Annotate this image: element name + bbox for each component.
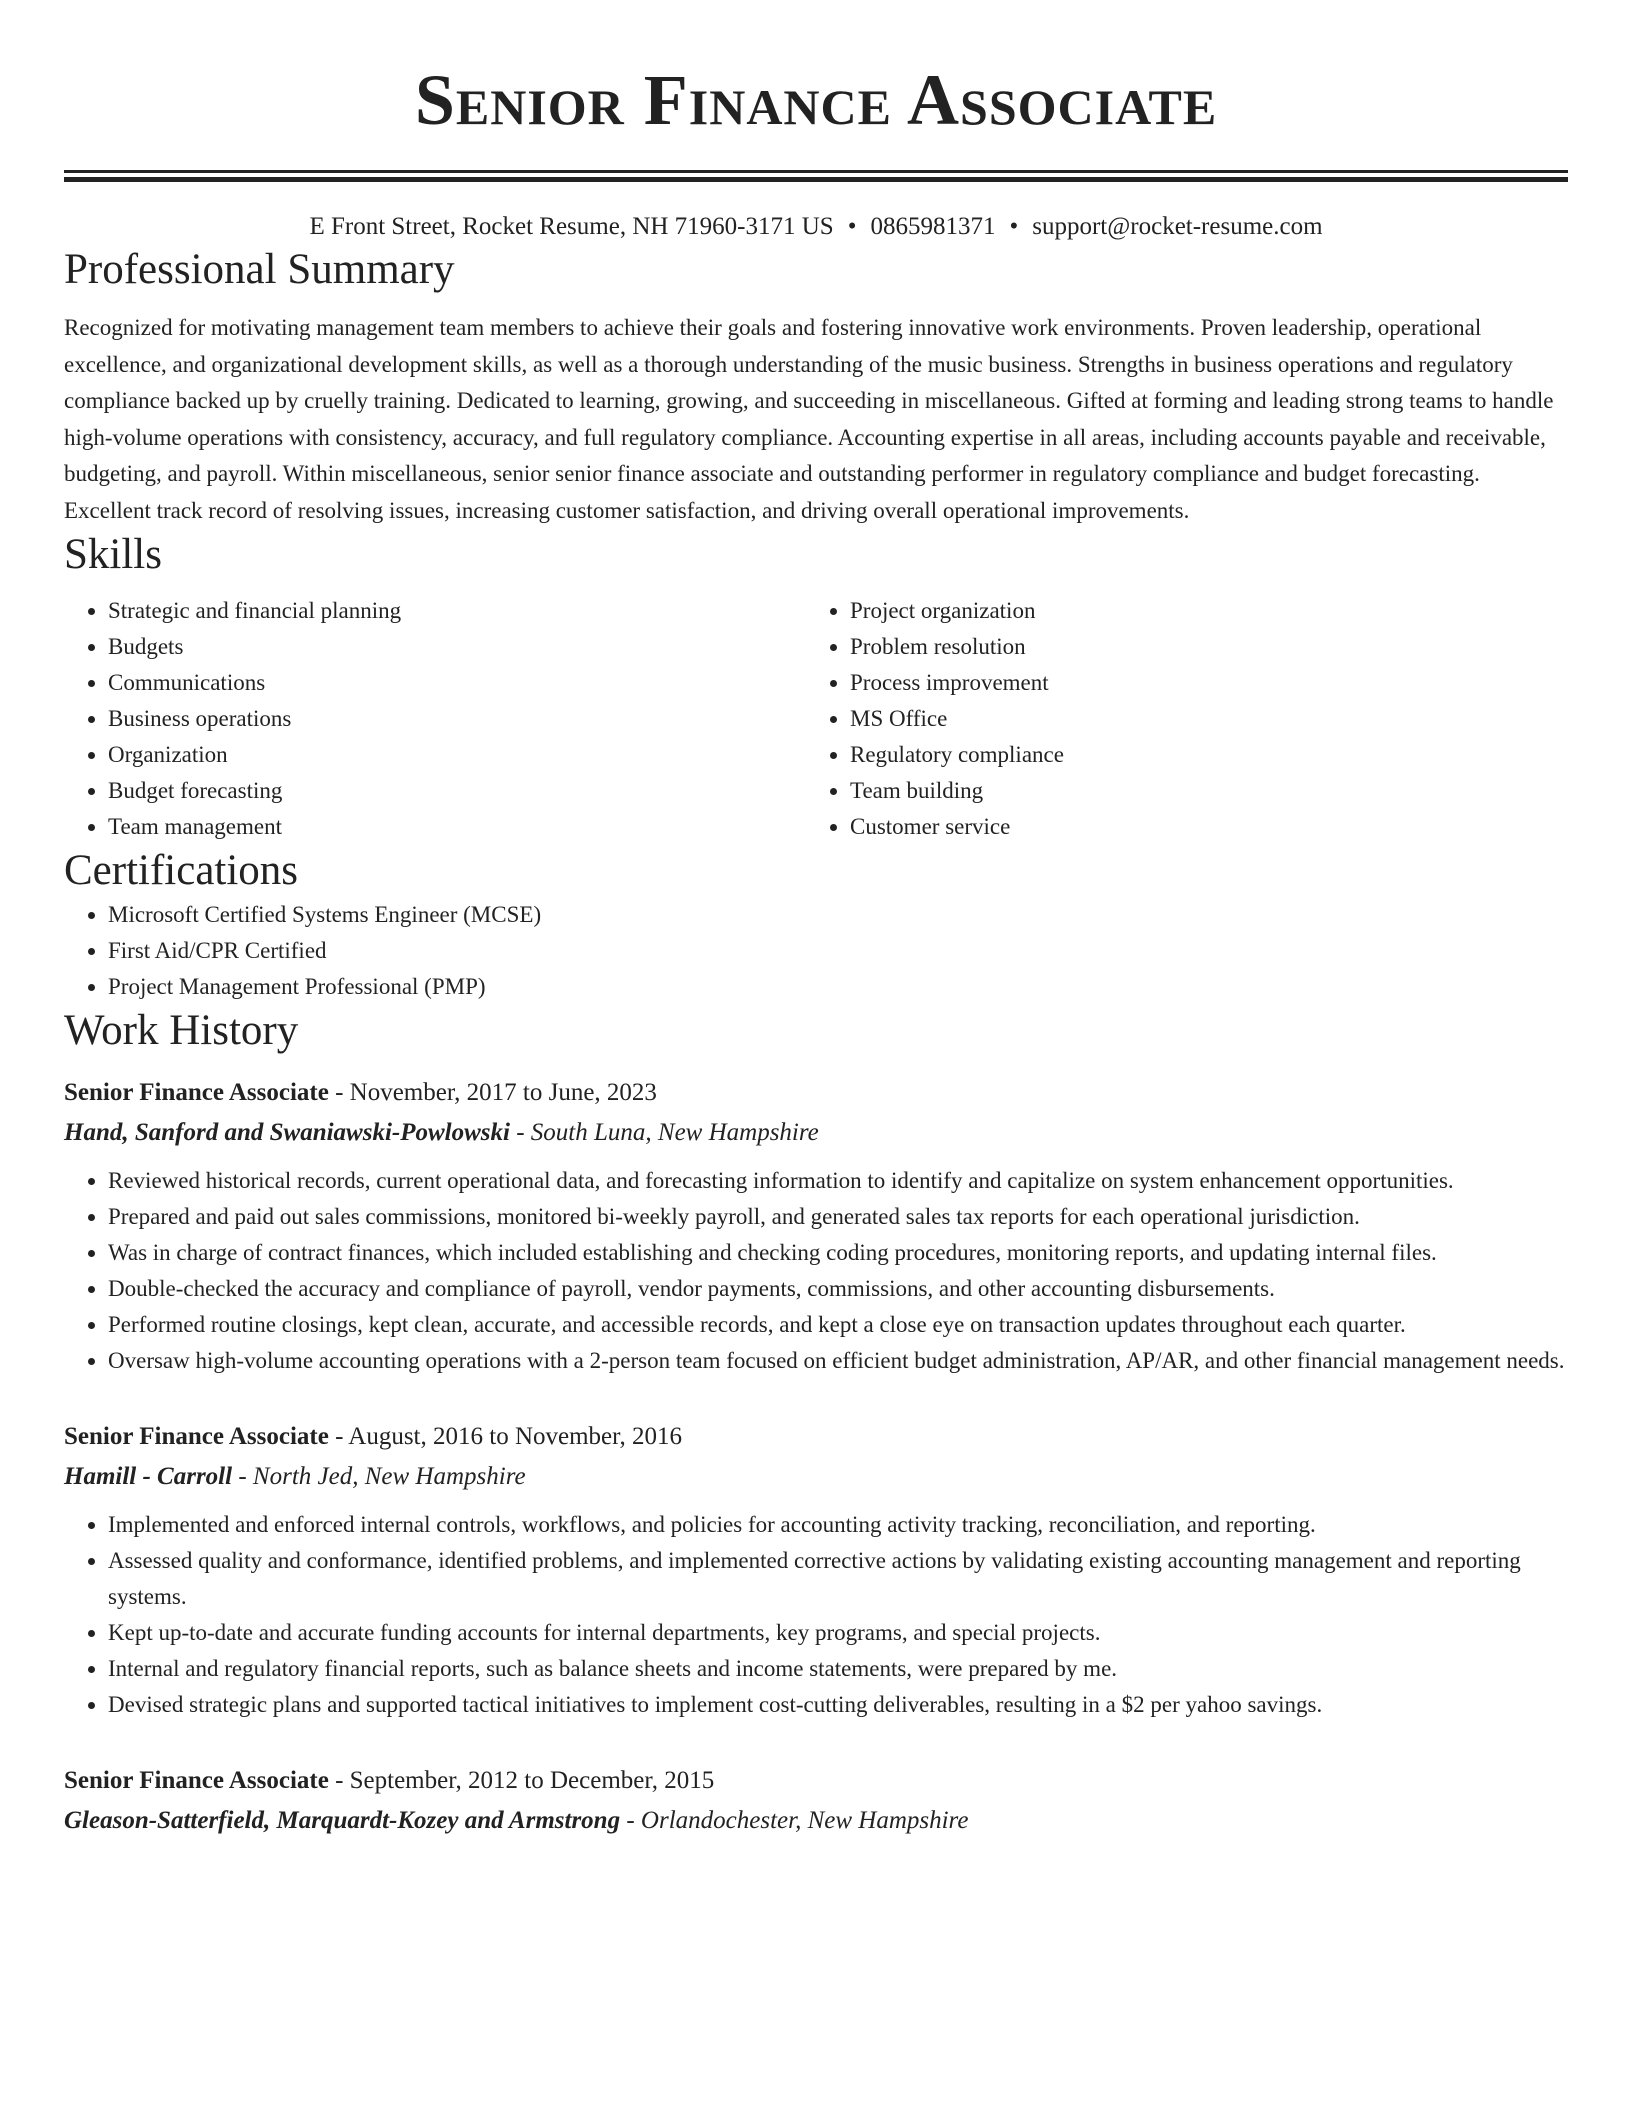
job-title: Senior Finance Associate	[64, 1079, 329, 1106]
resume-title: Senior Finance Associate	[414, 60, 1218, 140]
certification-item: • Microsoft Certified Systems Engineer (MCSE)	[108, 897, 1568, 933]
certifications-list	[64, 897, 1568, 1005]
job-dates: September, 2012 to December, 2015	[349, 1767, 715, 1794]
contact-phone: 0865981371	[870, 213, 996, 240]
certification-item: • First Aid/CPR Certified	[108, 933, 1568, 969]
contact-separator: •	[1009, 213, 1019, 240]
skills-list-left	[64, 593, 806, 845]
skills-list-right	[806, 593, 1548, 845]
job-duty: • Implemented and enforced internal controls, workflows, and policies for accounting activity tracking, reconciliation, and reporting.	[108, 1507, 1568, 1543]
skill-item: • Customer service	[850, 809, 1548, 845]
job-location: Orlandochester, New Hampshire	[640, 1807, 969, 1834]
job-duty: • Reviewed historical records, current operational data, and forecasting information to identify and capitalize on system enhancement opportunities.	[108, 1163, 1568, 1199]
job-duty: • Kept up-to-date and accurate funding accounts for internal departments, key programs, and special projects.	[108, 1615, 1568, 1651]
skill-item: • MS Office	[850, 701, 1548, 737]
job-duty: • Double-checked the accuracy and compliance of payroll, vendor payments, commissions, and other accounting disbursements.	[108, 1271, 1568, 1307]
skill-item: • Budgets	[108, 629, 806, 665]
skill-item: • Team management	[108, 809, 806, 845]
job-dates: November, 2017 to June, 2023	[349, 1079, 657, 1106]
job-entry	[64, 1073, 1568, 1379]
certifications-heading: Certifications	[64, 847, 299, 894]
job-duty: • Devised strategic plans and supported tactical initiatives to implement cost-cutting deliverables, resulting in a $2 per yahoo savings.	[108, 1687, 1568, 1723]
skills-columns	[64, 593, 1568, 845]
contact-address: E Front Street, Rocket Resume, NH 71960-3171 US	[309, 213, 834, 240]
contact-line	[64, 210, 1568, 244]
job-title: Senior Finance Associate	[64, 1423, 329, 1450]
employer-line: Gleason-Satterfield, Marquardt-Kozey and Armstrong - Orlandochester, New Hampshire	[64, 1807, 969, 1834]
job-title-line: Senior Finance Associate - November, 2017 to June, 2023	[64, 1079, 657, 1106]
job-dates: August, 2016 to November, 2016	[348, 1423, 682, 1450]
skill-item: • Regulatory compliance	[850, 737, 1548, 773]
certification-item: • Project Management Professional (PMP)	[108, 969, 1568, 1005]
job-duty: • Performed routine closings, kept clean, accurate, and accessible records, and kept a close eye on transaction updates throughout each quarter.	[108, 1307, 1568, 1343]
skill-item: • Budget forecasting	[108, 773, 806, 809]
contact-email[interactable]: support@rocket-resume.com	[1032, 213, 1323, 240]
skill-item: • Process improvement	[850, 665, 1548, 701]
skill-item: • Strategic and financial planning	[108, 593, 806, 629]
summary-heading: Professional Summary	[64, 246, 455, 293]
employer-name: Gleason-Satterfield, Marquardt-Kozey and Armstrong	[64, 1807, 621, 1834]
summary-text: Recognized for motivating management team members to achieve their goals and fostering innovative work environments. Proven leadership, operational excellence, and organizational development skills, as well as a thorough understanding of the music business. Strengths in business operations and regulatory compliance backed up by cruelly training. Dedicated to learning, growing, and succeeding in miscellaneous. Gifted at forming and leading strong teams to handle high-volume operations with consistency, accuracy, and full regulatory compliance. Accounting expertise in all areas, including accounts payable and receivable, budgeting, and payroll. Within miscellaneous, senior senior finance associate and outstanding performer in regulatory compliance and budget forecasting. Excellent track record of resolving issues, increasing customer satisfaction, and driving overall operational improvements.	[64, 315, 1554, 523]
job-duty: • Prepared and paid out sales commissions, monitored bi-weekly payroll, and generated sales tax reports for each operational jurisdiction.	[108, 1199, 1568, 1235]
job-duties-list	[64, 1163, 1568, 1379]
employer-line: Hamill - Carroll - North Jed, New Hampshire	[64, 1463, 526, 1490]
skills-column-left	[64, 593, 806, 845]
job-entry	[64, 1761, 1568, 1841]
job-title-line: Senior Finance Associate - August, 2016 to November, 2016	[64, 1423, 682, 1450]
job-duty: • Assessed quality and conformance, identified problems, and implemented corrective actions by validating existing accounting management and reporting systems.	[108, 1543, 1568, 1615]
job-duty: • Internal and regulatory financial reports, such as balance sheets and income statements, were prepared by me.	[108, 1651, 1568, 1687]
skill-item: • Organization	[108, 737, 806, 773]
employer-name: Hand, Sanford and Swaniawski-Powlowski	[64, 1119, 510, 1146]
employer-line: Hand, Sanford and Swaniawski-Powlowski - South Luna, New Hampshire	[64, 1119, 819, 1146]
skill-item: • Problem resolution	[850, 629, 1548, 665]
skill-item: • Communications	[108, 665, 806, 701]
job-location: South Luna, New Hampshire	[530, 1119, 819, 1146]
job-entry	[64, 1417, 1568, 1723]
job-duties-list	[64, 1507, 1568, 1723]
job-title: Senior Finance Associate	[64, 1767, 329, 1794]
contact-separator: •	[847, 213, 857, 240]
job-title-line: Senior Finance Associate - September, 2012 to December, 2015	[64, 1767, 715, 1794]
skills-column-right	[806, 593, 1548, 845]
skill-item: • Team building	[850, 773, 1548, 809]
job-duty: • Was in charge of contract finances, which included establishing and checking coding procedures, monitoring reports, and updating internal files.	[108, 1235, 1568, 1271]
skills-heading: Skills	[64, 531, 162, 578]
job-location: North Jed, New Hampshire	[252, 1463, 526, 1490]
job-duty: • Oversaw high-volume accounting operations with a 2-person team focused on efficient budget administration, AP/AR, and other financial management needs.	[108, 1343, 1568, 1379]
skill-item: • Business operations	[108, 701, 806, 737]
title-divider	[64, 170, 1568, 182]
skill-item: • Project organization	[850, 593, 1548, 629]
work-history-heading: Work History	[64, 1007, 299, 1054]
employer-name: Hamill - Carroll	[64, 1463, 233, 1490]
